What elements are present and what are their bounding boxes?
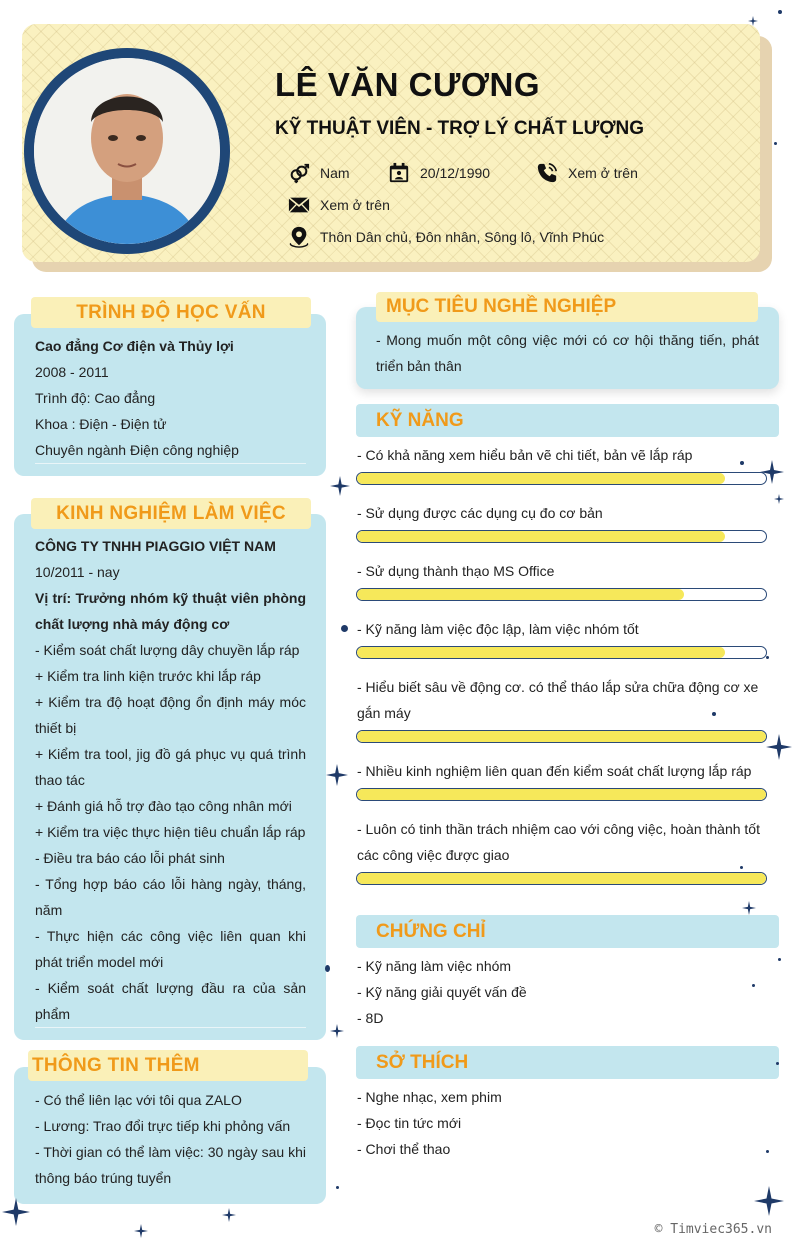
email-icon <box>288 194 310 216</box>
hobby-item: - Chơi thể thao <box>357 1141 451 1157</box>
education-level: Trình độ: Cao đẳng <box>35 390 156 406</box>
decor-dot <box>740 461 744 465</box>
extra-item: - Thời gian có thể làm việc: 30 ngày sau khi thông báo trúng tuyển <box>35 1144 306 1186</box>
skill-level-bar <box>356 530 767 543</box>
job-title: KỸ THUẬT VIÊN - TRỢ LÝ CHẤT LƯỢNG <box>275 118 645 139</box>
skill-level-fill <box>357 589 684 600</box>
decor-dot <box>752 984 755 987</box>
avatar <box>24 48 230 254</box>
skill-label: - Có khả năng xem hiểu bản vẽ chi tiết, bản vẽ lắp ráp <box>357 447 693 463</box>
skill-label: - Sử dụng thành thạo MS Office <box>357 563 555 579</box>
extra-item: - Lương: Trao đổi trực tiếp khi phỏng vấn <box>35 1118 291 1134</box>
skill-label: - Hiểu biết sâu về động cơ. có thể tháo lắp sửa chữa động cơ xe gắn máy <box>357 679 759 721</box>
skill-level-bar <box>356 472 767 485</box>
school-name: Cao đẳng Cơ điện và Thủy lợi <box>35 338 234 354</box>
sparkle-star-icon <box>2 1194 30 1230</box>
sparkle-star-icon <box>774 494 784 504</box>
email-info <box>288 194 390 216</box>
duty-item: + Kiểm tra việc thực hiện tiêu chuẩn lắp ráp <box>35 824 306 840</box>
extra-info-heading: THÔNG TIN THÊM <box>28 1050 308 1081</box>
sparkle-star-icon <box>330 476 350 496</box>
skill-label: - Nhiều kinh nghiệm liên quan đến kiểm soát chất lượng lắp ráp <box>357 763 752 779</box>
decor-dot <box>766 1150 769 1153</box>
decor-dot <box>325 965 330 972</box>
duty-item: - Thực hiện các công việc liên quan khi phát triển model mới <box>35 928 306 970</box>
experience-period: 10/2011 - nay <box>35 564 120 580</box>
education-major: Chuyên ngành Điện công nghiệp <box>35 442 239 458</box>
certificates-heading: CHỨNG CHỈ <box>356 915 779 948</box>
skill-level-fill <box>357 531 725 542</box>
sparkle-star-icon <box>330 1024 344 1038</box>
duty-item: + Kiểm tra linh kiện trước khi lắp ráp <box>35 668 261 684</box>
decor-dot <box>712 712 716 716</box>
skill-level-fill <box>357 731 766 742</box>
skill-label: - Luôn có tinh thần trách nhiệm cao với công việc, hoàn thành tốt các công việc được giao <box>357 821 760 863</box>
experience-content <box>35 533 306 1028</box>
birthday-value: 20/12/1990 <box>420 165 491 181</box>
extra-info-content <box>35 1087 306 1191</box>
divider <box>35 1027 306 1028</box>
duty-item: - Điều tra báo cáo lỗi phát sinh <box>35 850 225 866</box>
sparkle-star-icon <box>760 460 784 484</box>
skill-level-fill <box>357 789 766 800</box>
sparkle-star-icon <box>766 734 792 760</box>
company-name: CÔNG TY TNHH PIAGGIO VIỆT NAM <box>35 538 276 554</box>
hobby-item: - Nghe nhạc, xem phim <box>357 1089 502 1105</box>
skill-level-bar <box>356 788 767 801</box>
location-icon <box>288 226 310 248</box>
decor-dot <box>766 656 769 659</box>
skill-level-fill <box>357 873 766 884</box>
gender-info <box>288 162 350 184</box>
hobbies-heading: SỞ THÍCH <box>356 1046 779 1079</box>
sparkle-star-icon <box>748 16 758 26</box>
hobby-item: - Đọc tin tức mới <box>357 1115 462 1131</box>
phone-icon <box>536 162 558 184</box>
certificates-list <box>357 953 777 1031</box>
duty-item: + Kiểm tra tool, jig đồ gá phục vụ quá trình thao tác <box>35 746 306 788</box>
skill-level-bar <box>356 646 767 659</box>
sparkle-star-icon <box>742 901 756 915</box>
duty-item: - Kiểm soát chất lượng đầu ra của sản phẩm <box>35 980 306 1022</box>
education-faculty: Khoa : Điện - Điện tử <box>35 416 167 432</box>
calendar-icon <box>388 162 410 184</box>
divider <box>35 463 306 464</box>
decor-dot <box>740 866 743 869</box>
experience-position: Vị trí: Trưởng nhóm kỹ thuật viên phòng chất lượng nhà máy động cơ <box>35 590 306 632</box>
certificate-item: - Kỹ năng giải quyết vấn đề <box>357 984 527 1000</box>
objective-heading: MỤC TIÊU NGHỀ NGHIỆP <box>376 292 758 322</box>
objective-text: - Mong muốn một công việc mới có cơ hội thăng tiến, phát triển bản thân <box>376 332 759 374</box>
skill-label: - Sử dụng được các dụng cụ đo cơ bản <box>357 505 603 521</box>
birthday-info <box>388 162 490 184</box>
decor-dot <box>341 625 348 632</box>
address-value: Thôn Dân chủ, Đôn nhân, Sông lô, Vĩnh Phúc <box>320 229 605 245</box>
avatar-photo <box>34 58 220 244</box>
skill-level-bar <box>356 588 767 601</box>
decor-dot <box>774 142 777 145</box>
education-heading: TRÌNH ĐỘ HỌC VẤN <box>31 297 311 328</box>
sparkle-star-icon <box>754 1184 784 1218</box>
skill-level-bar <box>356 872 767 885</box>
duty-item: - Kiểm soát chất lượng dây chuyền lắp ráp <box>35 642 300 658</box>
skill-level-fill <box>357 473 725 484</box>
sparkle-star-icon <box>222 1208 236 1222</box>
certificate-item: - Kỹ năng làm việc nhóm <box>357 958 512 974</box>
email-value: Xem ở trên <box>320 197 390 213</box>
gender-value: Nam <box>320 165 350 181</box>
sparkle-star-icon <box>134 1224 148 1238</box>
hobbies-list <box>357 1084 777 1162</box>
extra-item: - Có thể liên lạc với tôi qua ZALO <box>35 1092 242 1108</box>
skill-label: - Kỹ năng làm việc độc lập, làm việc nhóm tốt <box>357 621 639 637</box>
phone-info <box>536 162 638 184</box>
duty-item: + Kiểm tra độ hoạt động ổn định máy móc thiết bị <box>35 694 306 736</box>
duty-item: - Tổng hợp báo cáo lỗi hàng ngày, tháng, năm <box>35 876 306 918</box>
experience-heading: KINH NGHIỆM LÀM VIỆC <box>31 498 311 529</box>
education-period: 2008 - 2011 <box>35 364 109 380</box>
candidate-name: LÊ VĂN CƯƠNG <box>275 66 541 103</box>
skill-level-bar <box>356 730 767 743</box>
decor-dot <box>336 1186 339 1189</box>
sparkle-star-icon <box>326 764 348 786</box>
skills-heading: KỸ NĂNG <box>356 404 779 437</box>
certificate-item: - 8D <box>357 1010 384 1026</box>
skill-level-fill <box>357 647 725 658</box>
copyright-text: © Timviec365.vn <box>654 1222 772 1237</box>
gender-icon <box>288 162 310 184</box>
education-content <box>35 333 306 464</box>
phone-value: Xem ở trên <box>568 165 638 181</box>
decor-dot <box>776 1062 779 1065</box>
decor-dot <box>778 10 782 14</box>
address-info <box>288 226 604 248</box>
decor-dot <box>778 958 781 961</box>
duty-item: + Đánh giá hỗ trợ đào tạo công nhân mới <box>35 798 292 814</box>
